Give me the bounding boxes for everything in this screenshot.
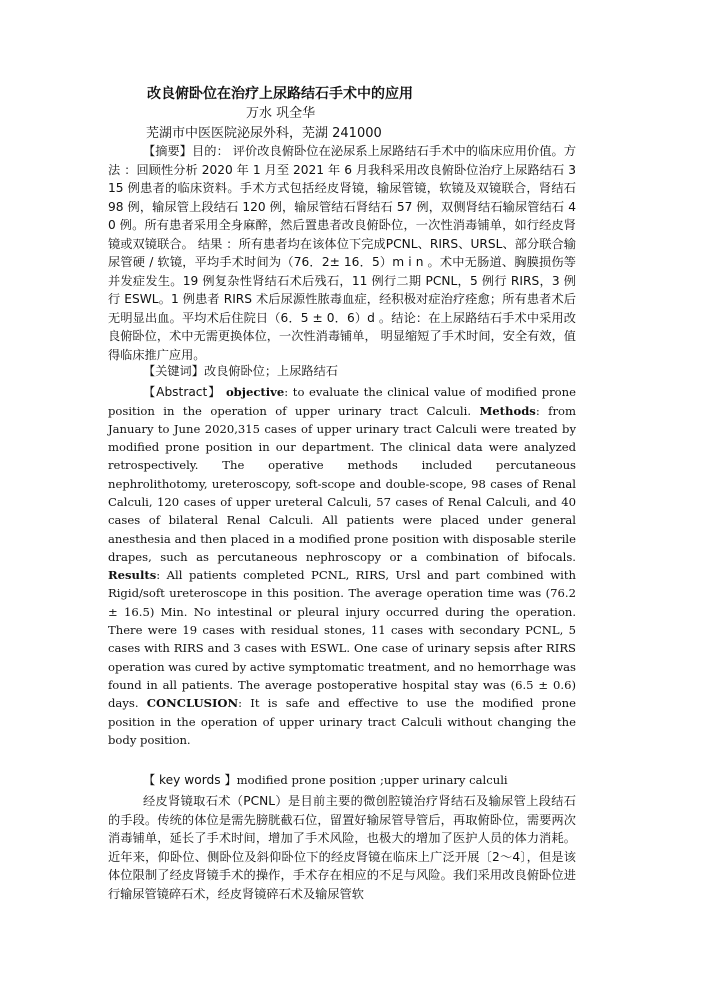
article-authors: 万水 巩全华 — [246, 106, 316, 121]
objective-label: objective — [225, 385, 285, 399]
intro-paragraph — [108, 792, 576, 903]
article-affiliation: 芜湖市中医医院泌尿外科，芜湖 241000 — [146, 126, 382, 141]
abstract-cn — [108, 142, 576, 364]
keywords-en — [108, 771, 576, 790]
abstract-cn-label: 【摘要】 — [143, 144, 193, 158]
keywords-cn-label: 【关键词】 — [143, 364, 204, 378]
keywords-en-body: modified prone position ;upper urinary calculi — [236, 773, 508, 787]
results-text: : All patients completed PCNL, RIRS, Ursl and part combined with Rigid/soft ureteroscope in this position. The average operation time was (76.2 ± 16.5) Min. No intestinal or pleural injury occurred during the operation. There were 19 cases with residual stones, 11 cases with secondary PCNL, 5 cases with RIRS and 3 cases with ESWL. One case of urinary sepsis after RIRS operation was cured by active symptomatic treatment, and no hemorrhage was found in all patients. The average postoperative hospital stay was (6.5 ± 0.6) days. — [108, 568, 576, 711]
methods-text: : from January to June 2020,315 cases of upper urinary tract Calculi were treated by modified prone position in our department. The clinical data were analyzed retrospectively. The operative methods included percutaneous nephrolithotomy, ureteroscopy, soft-scope and double-scope, 98 cases of Renal Calculi, 120 cases of upper ureteral Calculi, 57 cases of Renal Calculi, and 40 cases of bilateral Renal Calculi. All patients were placed under general anesthesia and then placed in a modified prone position with disposable sterile drapes, such as percutaneous nephroscopy or a combination of bifocals. — [108, 403, 576, 564]
conclusion-text: : It is safe and effective to use the modified prone position in the operation of upper urinary tract Calculi without changing the body position. — [108, 696, 576, 747]
abstract-en — [108, 383, 576, 749]
conclusion-label: CONCLUSION — [146, 696, 239, 711]
abstract-en-label: 【Abstract】 — [143, 385, 222, 399]
keywords-en-label: 【 key words 】 — [143, 773, 237, 787]
article-title: 改良俯卧位在治疗上尿路结石手术中的应用 — [147, 86, 413, 102]
objective-text: : to evaluate the clinical value of modified prone position in the operation of upper urinary tract Calculi. — [108, 385, 576, 418]
abstract-cn-body: 目的： 评价改良俯卧位在泌尿系上尿路结石手术中的临床应用价值。方法 ：回顾性分析 2020 年 1 月至 2021 年 6 月我科采用改良俯卧位治疗上尿路结石 315 例患者的临床资料。手术方式包括经皮肾镜，输尿管镜，软镜及双镜联合，肾结石 98 例，输尿管上段结石 120 例，输尿管结石肾结石 57 例，双侧肾结石输尿管结石 40 例。所有患者采用全身麻醉，然后置患者改良俯卧位，一次性消毒铺单，如行经皮肾镜或双镜联合。 结果 ：所有患者均在该体位下完成PCNL、RIRS、URSL、部分联合输尿管硬 / 软镜，平均手术时间为（76．2± 16．5）m i n 。术中无肠道、胸膜损伤等并发症发生。19 例复杂性肾结石术后残石，11 例行二期 PCNL，5 例行 RIRS，3 例行 ESWL。1 例患者 RIRS 术后尿源性脓毒血症，经积极对症治疗痊愈；所有患者术后无明显出血。平均术后住院日（6．5 ± 0．6）d 。结论：在上尿路结石手术中采用改良俯卧位，术中无需更换体位，一次性消毒铺单， 明显缩短了手术时间，安全有效，值得临床推广应用。 — [108, 144, 577, 362]
results-label: Results — [108, 568, 157, 583]
intro-body: 经皮肾镜取石术（PCNL）是目前主要的微创腔镜治疗肾结石及输尿管上段结石的手段。传统的体位是需先膀胱截石位，留置好输尿管导管后，再取俯卧位，需要两次消毒铺单，延长了手术时间，增加了手术风险，也极大的增加了医护人员的体力消耗。近年来，仰卧位、侧卧位及斜仰卧位下的经皮肾镜在临床上广泛开展〔2～4〕，但是该体位限制了经皮肾镜手术的操作，手术存在相应的不足与风险。我们采用改良俯卧位进行输尿管镜碎石术，经皮肾镜碎石术及输尿管软 — [108, 794, 576, 901]
keywords-cn-body: 改良俯卧位；上尿路结石 — [203, 364, 338, 378]
keywords-cn — [108, 362, 576, 381]
methods-label: Methods — [479, 403, 536, 418]
